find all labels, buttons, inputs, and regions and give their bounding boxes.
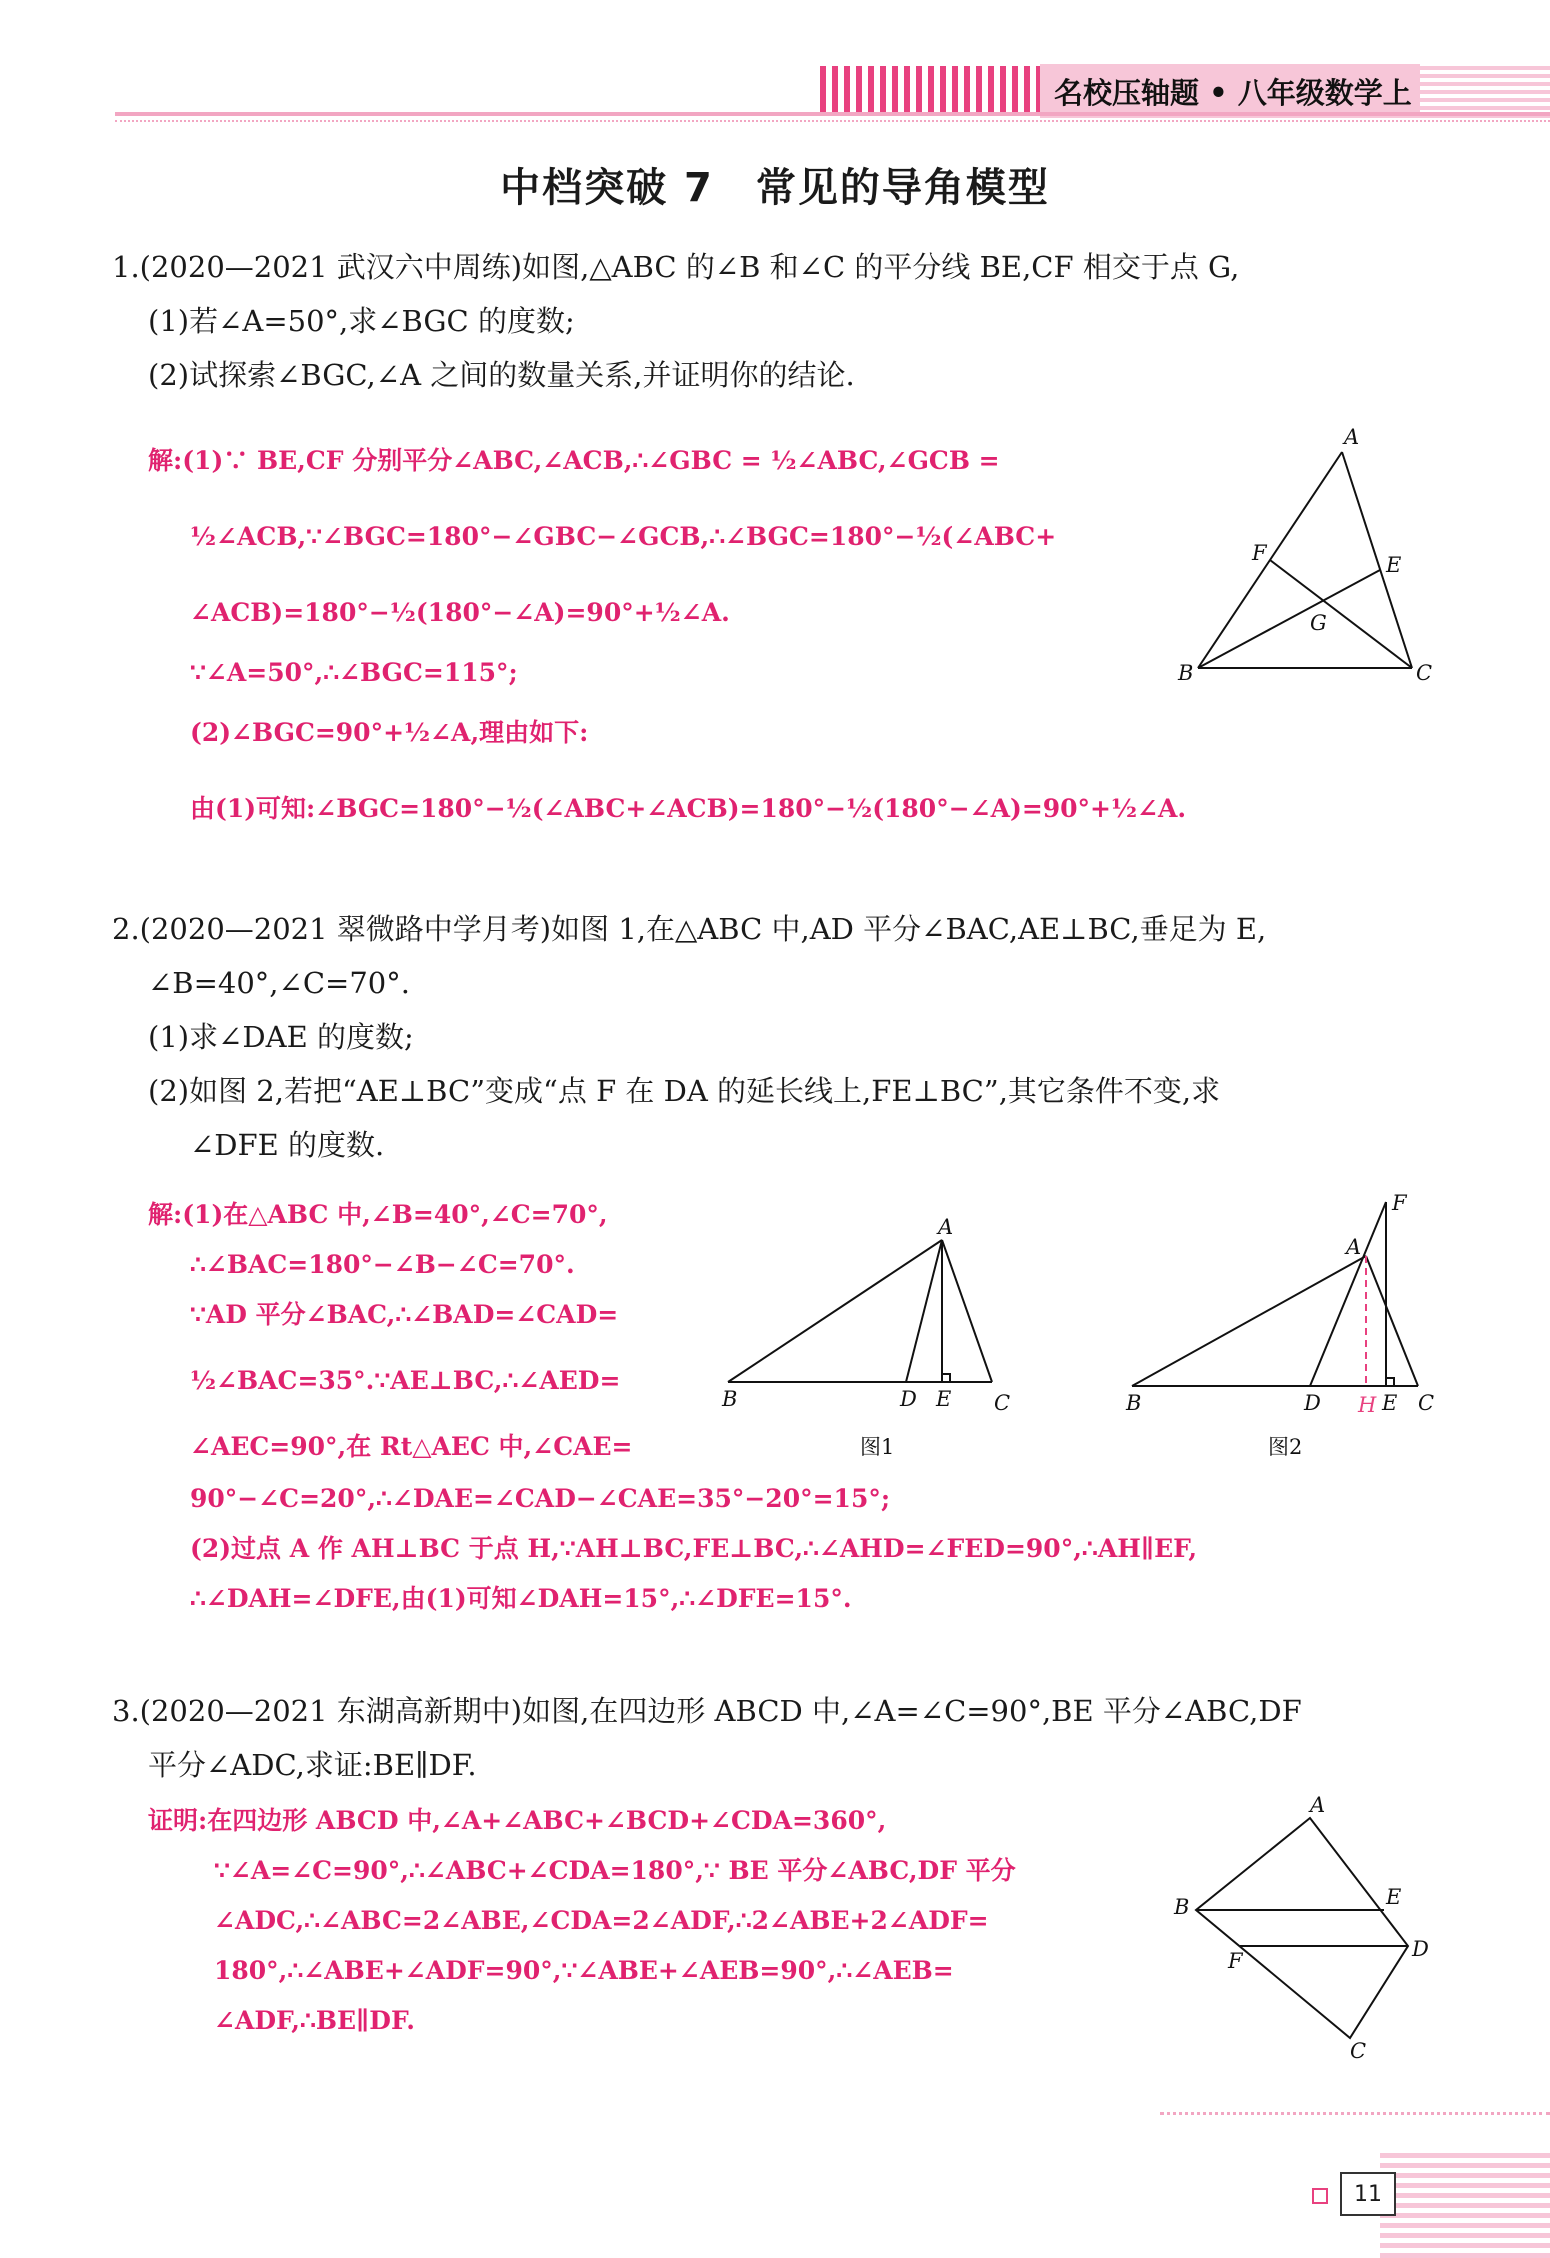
fig2a-label-b: B xyxy=(722,1387,738,1411)
fig1-label-e: E xyxy=(1386,553,1402,577)
fig3-label-b: B xyxy=(1174,1895,1190,1919)
fig2a-label-c: C xyxy=(994,1391,1011,1415)
fig2b-label-b: B xyxy=(1126,1391,1142,1415)
fig2b-label-c: C xyxy=(1418,1391,1435,1415)
problem-2-line-3: (1)求∠DAE 的度数; xyxy=(148,1020,414,1054)
problem-1-line-2: (1)若∠A=50°,求∠BGC 的度数; xyxy=(148,304,575,338)
footer-pattern xyxy=(1380,2150,1550,2258)
solution-3-line-1: 证明:在四边形 ABCD 中,∠A+∠ABC+∠BCD+∠CDA=360°, xyxy=(148,1806,887,1835)
fig3-label-c: C xyxy=(1350,2039,1367,2060)
solution-2-line-7: (2)过点 A 作 AH⊥BC 于点 H,∵AH⊥BC,FE⊥BC,∴∠AHD=∠FED=90°,∴AH∥EF, xyxy=(190,1534,1198,1563)
figure-1-caption: 图1 xyxy=(860,1435,895,1459)
problem-1-figure xyxy=(1160,420,1450,690)
figure-2-caption: 图2 xyxy=(1268,1435,1303,1459)
problem-3-line-2: 平分∠ADC,求证:BE∥DF. xyxy=(148,1748,477,1782)
fig2b-label-d: D xyxy=(1304,1391,1321,1415)
solution-1-line-2: ½∠ACB,∵∠BGC=180°−∠GBC−∠GCB,∴∠BGC=180°−½(∠ABC+ xyxy=(190,522,1057,551)
solution-2-line-4: ½∠BAC=35°.∵AE⊥BC,∴∠AED= xyxy=(190,1366,621,1395)
fig3-label-d: D xyxy=(1412,1937,1429,1961)
solution-3-line-5: ∠ADF,∴BE∥DF. xyxy=(214,2006,415,2035)
solution-1-line-1: 解:(1)∵ BE,CF 分别平分∠ABC,∠ACB,∴∠GBC = ½∠ABC,∠GCB = xyxy=(148,446,1000,475)
fig2a-label-d: D xyxy=(900,1387,917,1411)
solution-3-line-2: ∵∠A=∠C=90°,∴∠ABC+∠CDA=180°,∵ BE 平分∠ABC,DF 平分 xyxy=(214,1856,1016,1885)
header-right-pattern xyxy=(1420,64,1550,118)
solution-2-line-2: ∴∠BAC=180°−∠B−∠C=70°. xyxy=(190,1250,575,1279)
fig1-label-f: F xyxy=(1252,541,1267,565)
header-book-title-box xyxy=(1040,64,1420,118)
solution-2-line-6: 90°−∠C=20°,∴∠DAE=∠CAD−∠CAE=35°−20°=15°; xyxy=(190,1484,891,1513)
page-number: 11 xyxy=(1340,2172,1396,2216)
problem-2-figure-1 xyxy=(710,1210,1030,1470)
problem-1-line-1: 1.(2020—2021 武汉六中周练)如图,△ABC 的∠B 和∠C 的平分线 BE,CF 相交于点 G, xyxy=(112,250,1240,284)
footer-dotted-rule xyxy=(1160,2112,1550,2115)
fig3-label-a: A xyxy=(1310,1793,1326,1817)
fig1-label-b: B xyxy=(1178,661,1194,685)
fig2a-label-a: A xyxy=(938,1215,954,1239)
solution-1-line-5: (2)∠BGC=90°+½∠A,理由如下: xyxy=(190,718,589,747)
fig2a-label-e: E xyxy=(936,1387,952,1411)
solution-2-line-3: ∵AD 平分∠BAC,∴∠BAD=∠CAD= xyxy=(190,1300,619,1329)
problem-3-figure xyxy=(1160,1790,1440,2060)
solution-1-line-6: 由(1)可知:∠BGC=180°−½(∠ABC+∠ACB)=180°−½(180°−∠A)=90°+½∠A. xyxy=(190,794,1187,823)
problem-1-line-3: (2)试探索∠BGC,∠A 之间的数量关系,并证明你的结论. xyxy=(148,358,855,392)
fig2b-label-e: E xyxy=(1382,1391,1398,1415)
header-stripes xyxy=(820,66,1040,116)
footer-square-icon xyxy=(1312,2188,1328,2204)
problem-2-line-4: (2)如图 2,若把“AE⊥BC”变成“点 F 在 DA 的延长线上,FE⊥BC”,其它条件不变,求 xyxy=(148,1074,1221,1108)
problem-2-figure-2 xyxy=(1110,1190,1450,1470)
header-dotted-rule xyxy=(115,120,1550,122)
fig1-label-a: A xyxy=(1344,425,1360,449)
solution-2-line-8: ∴∠DAH=∠DFE,由(1)可知∠DAH=15°,∴∠DFE=15°. xyxy=(190,1584,852,1613)
solution-3-line-3: ∠ADC,∴∠ABC=2∠ABE,∠CDA=2∠ADF,∴2∠ABE+2∠ADF= xyxy=(214,1906,989,1935)
fig2b-label-f: F xyxy=(1392,1191,1407,1215)
solution-3-line-4: 180°,∴∠ABE+∠ADF=90°,∵∠ABE+∠AEB=90°,∴∠AEB= xyxy=(214,1956,954,1985)
solution-1-line-3: ∠ACB)=180°−½(180°−∠A)=90°+½∠A. xyxy=(190,598,730,627)
solution-2-line-1: 解:(1)在△ABC 中,∠B=40°,∠C=70°, xyxy=(148,1200,608,1229)
header-book-title: 名校压轴题 • 八年级数学上 xyxy=(1054,75,1412,110)
fig1-label-c: C xyxy=(1416,661,1433,685)
fig3-label-e: E xyxy=(1386,1885,1402,1909)
page-title: 中档突破 7 常见的导角模型 xyxy=(500,165,1050,211)
fig2b-label-a: A xyxy=(1346,1235,1362,1259)
problem-2-line-2: ∠B=40°,∠C=70°. xyxy=(148,966,410,1000)
problem-2-line-5: ∠DFE 的度数. xyxy=(190,1128,385,1162)
solution-1-line-4: ∵∠A=50°,∴∠BGC=115°; xyxy=(190,658,518,687)
solution-2-line-5: ∠AEC=90°,在 Rt△AEC 中,∠CAE= xyxy=(190,1432,633,1461)
fig3-label-f: F xyxy=(1228,1949,1243,1973)
problem-3-line-1: 3.(2020—2021 东湖高新期中)如图,在四边形 ABCD 中,∠A=∠C=90°,BE 平分∠ABC,DF xyxy=(112,1694,1302,1728)
fig2b-label-h: H xyxy=(1358,1393,1377,1417)
fig1-label-g: G xyxy=(1310,611,1327,635)
problem-2-line-1: 2.(2020—2021 翠微路中学月考)如图 1,在△ABC 中,AD 平分∠BAC,AE⊥BC,垂足为 E, xyxy=(112,912,1267,946)
header-rule xyxy=(115,112,1550,116)
